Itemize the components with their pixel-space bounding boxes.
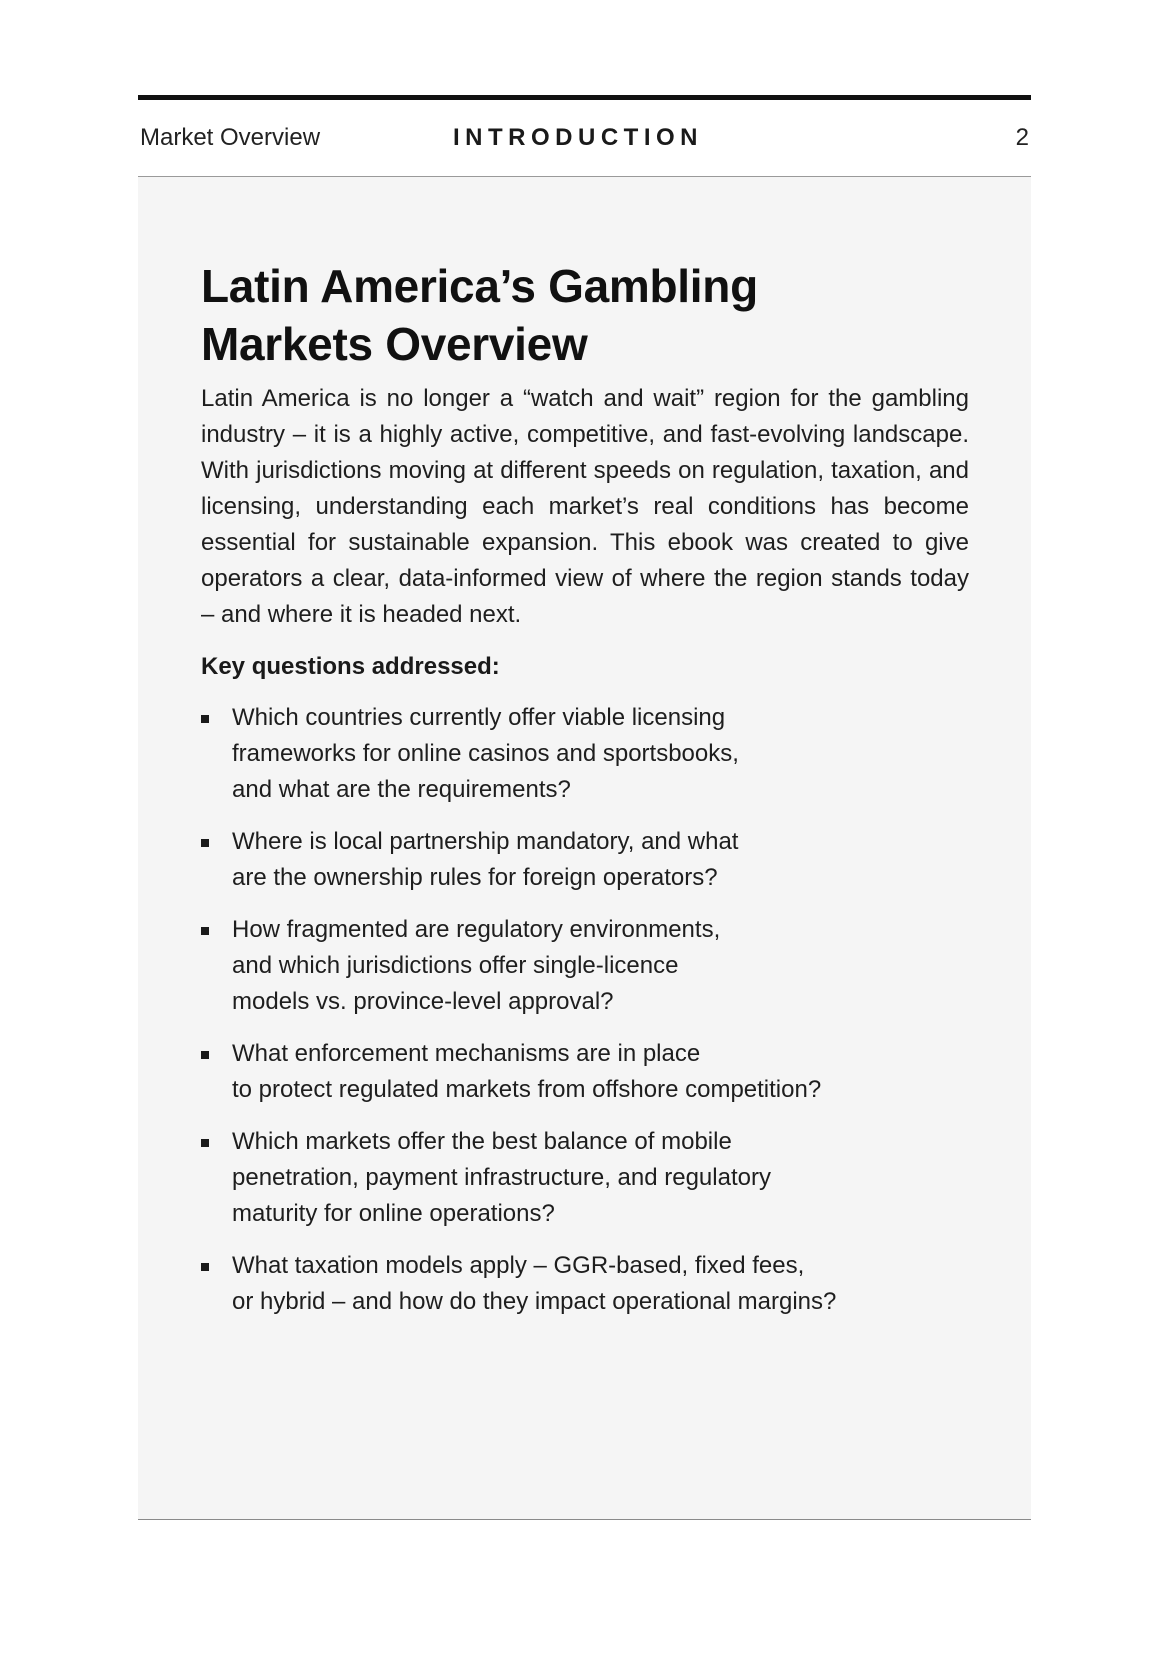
page-title (201, 257, 969, 373)
question-line: frameworks for online casinos and sportsbooks, (232, 740, 739, 767)
question-item (201, 824, 969, 896)
bullet-square-icon (201, 1051, 209, 1059)
question-item (201, 1036, 969, 1108)
question-line: Where is local partnership mandatory, and what (232, 828, 739, 855)
page-number: 2 (1015, 124, 1029, 151)
question-line: maturity for online operations? (232, 1200, 555, 1227)
question-line: to protect regulated markets from offshore competition? (232, 1076, 822, 1103)
page-header (138, 100, 1031, 177)
question-line: models vs. province-level approval? (232, 988, 614, 1015)
page-title-line: Latin America’s Gambling (201, 260, 758, 312)
question-item (201, 1248, 969, 1320)
chapter-title: INTRODUCTION (453, 124, 703, 151)
intro-paragraph: Latin America is no longer a “watch and wait” region for the gambling industry – it is a highly active, competitive, and fast-evolving landscape. With jurisdictions moving at different speeds on regulation, taxation, and licensing, understanding each market’s real conditions has become essential for sustainable expansion. This ebook was created to give operators a clear, data-informed view of where the region stands today – and where it is headed next. (201, 385, 969, 628)
question-item (201, 1124, 969, 1232)
question-line: penetration, payment infrastructure, and regulatory (232, 1164, 771, 1191)
content-panel (138, 177, 1031, 1520)
page-title-line: Markets Overview (201, 318, 588, 370)
question-line: and what are the requirements? (232, 776, 571, 803)
question-line: Which markets offer the best balance of mobile (232, 1128, 732, 1155)
questions-list (201, 700, 969, 1320)
question-line: and which jurisdictions offer single-licence (232, 952, 679, 979)
bullet-square-icon (201, 1139, 209, 1147)
question-item (201, 912, 969, 1020)
content-body (201, 257, 969, 1336)
question-line: are the ownership rules for foreign operators? (232, 864, 718, 891)
question-item (201, 700, 969, 808)
key-questions-heading: Key questions addressed: (201, 653, 500, 680)
question-line: or hybrid – and how do they impact operational margins? (232, 1288, 837, 1315)
bullet-square-icon (201, 1263, 209, 1271)
bullet-square-icon (201, 927, 209, 935)
question-line: How fragmented are regulatory environments, (232, 916, 721, 943)
question-line: What taxation models apply – GGR-based, fixed fees, (232, 1252, 805, 1279)
question-line: Which countries currently offer viable licensing (232, 704, 726, 731)
section-label: Market Overview (140, 124, 321, 151)
question-line: What enforcement mechanisms are in place (232, 1040, 701, 1067)
bullet-square-icon (201, 715, 209, 723)
bullet-square-icon (201, 839, 209, 847)
